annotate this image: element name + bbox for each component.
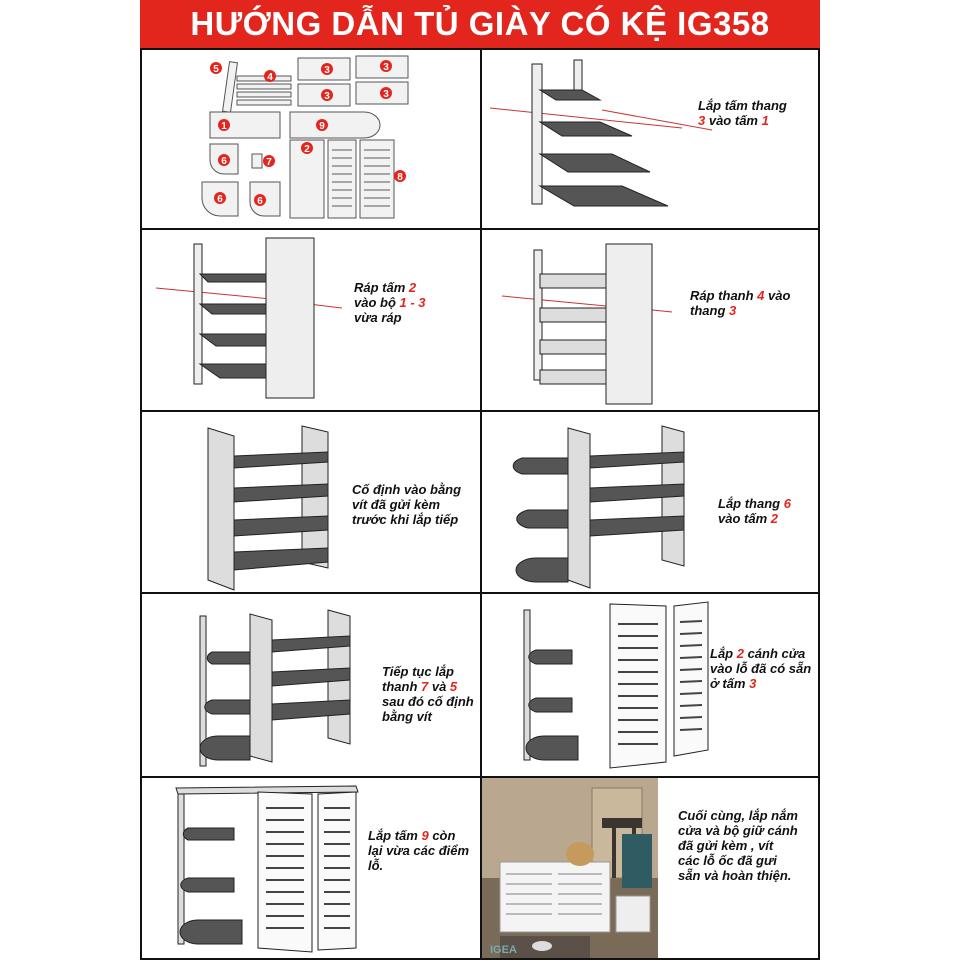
step-3-diagram: [142, 230, 482, 412]
step-10-caption: Cuối cùng, lắp nắm cửa và bộ giữ cánh đã gửi kèm , vít các lỗ ốc đã gưi sẵn và hoàn thiện.: [678, 808, 798, 883]
parts-cell: [140, 48, 482, 230]
watermark: IGEA: [490, 944, 517, 956]
finished-cabinet-photo: [482, 778, 658, 960]
part-label: 5: [213, 64, 219, 75]
step-7-caption: Tiếp tục lắp thanh 7 và 5 sau đó cố định bằng vít: [382, 664, 474, 724]
step-8-caption: Lắp 2 cánh cửa vào lỗ đã có sẵn ở tấm 3: [710, 646, 812, 691]
step-10-cell: [480, 776, 820, 960]
part-7: [252, 154, 262, 168]
step-2-diagram: [482, 50, 820, 230]
step-2-cell: [480, 48, 820, 230]
svg-text:3: 3: [324, 91, 330, 102]
part-4a: [237, 76, 291, 81]
svg-text:6: 6: [257, 196, 263, 207]
step-6-caption: Lắp thang 6 vào tấm 2: [718, 496, 791, 526]
svg-text:9: 9: [319, 121, 325, 132]
svg-text:2: 2: [304, 144, 310, 155]
page-title: HƯỚNG DẪN TỦ GIÀY CÓ KỆ IG358: [190, 5, 770, 42]
part-5: [223, 62, 238, 113]
step-2-caption: Lắp tấm thang 3 vào tấm 1: [698, 98, 787, 128]
title-banner: [140, 0, 820, 48]
svg-text:4: 4: [267, 72, 273, 83]
step-5-caption: Cố định vào bằng vít đã gửi kèm trước khi lắp tiếp: [352, 482, 462, 527]
step-8-cell: [480, 592, 820, 778]
step-3-caption: Ráp tấm 2 vào bộ 1 - 3 vừa ráp: [354, 280, 426, 325]
step-4-cell: [480, 228, 820, 412]
step-4-caption: Ráp thanh 4 vào thang 3: [690, 288, 791, 318]
part-4b: [237, 84, 291, 89]
svg-text:6: 6: [217, 194, 223, 205]
svg-text:1: 1: [221, 121, 227, 132]
svg-text:3: 3: [383, 62, 389, 73]
step-3-cell: [140, 228, 482, 412]
part-4d: [237, 100, 291, 105]
parts-diagram: [142, 50, 482, 230]
step-9-cell: [140, 776, 482, 960]
step-5-cell: [140, 410, 482, 594]
step-7-cell: [140, 592, 482, 778]
svg-text:8: 8: [397, 172, 403, 183]
svg-text:3: 3: [324, 65, 330, 76]
step-4-diagram: [482, 230, 820, 412]
part-9: [290, 112, 380, 138]
step-6-cell: [480, 410, 820, 594]
step-9-caption: Lắp tấm 9 còn lại vừa các điểm lỗ.: [368, 828, 470, 873]
part-4c: [237, 92, 291, 97]
svg-text:3: 3: [383, 89, 389, 100]
instruction-grid: [140, 48, 820, 960]
svg-text:6: 6: [221, 156, 227, 167]
svg-text:7: 7: [266, 157, 272, 168]
